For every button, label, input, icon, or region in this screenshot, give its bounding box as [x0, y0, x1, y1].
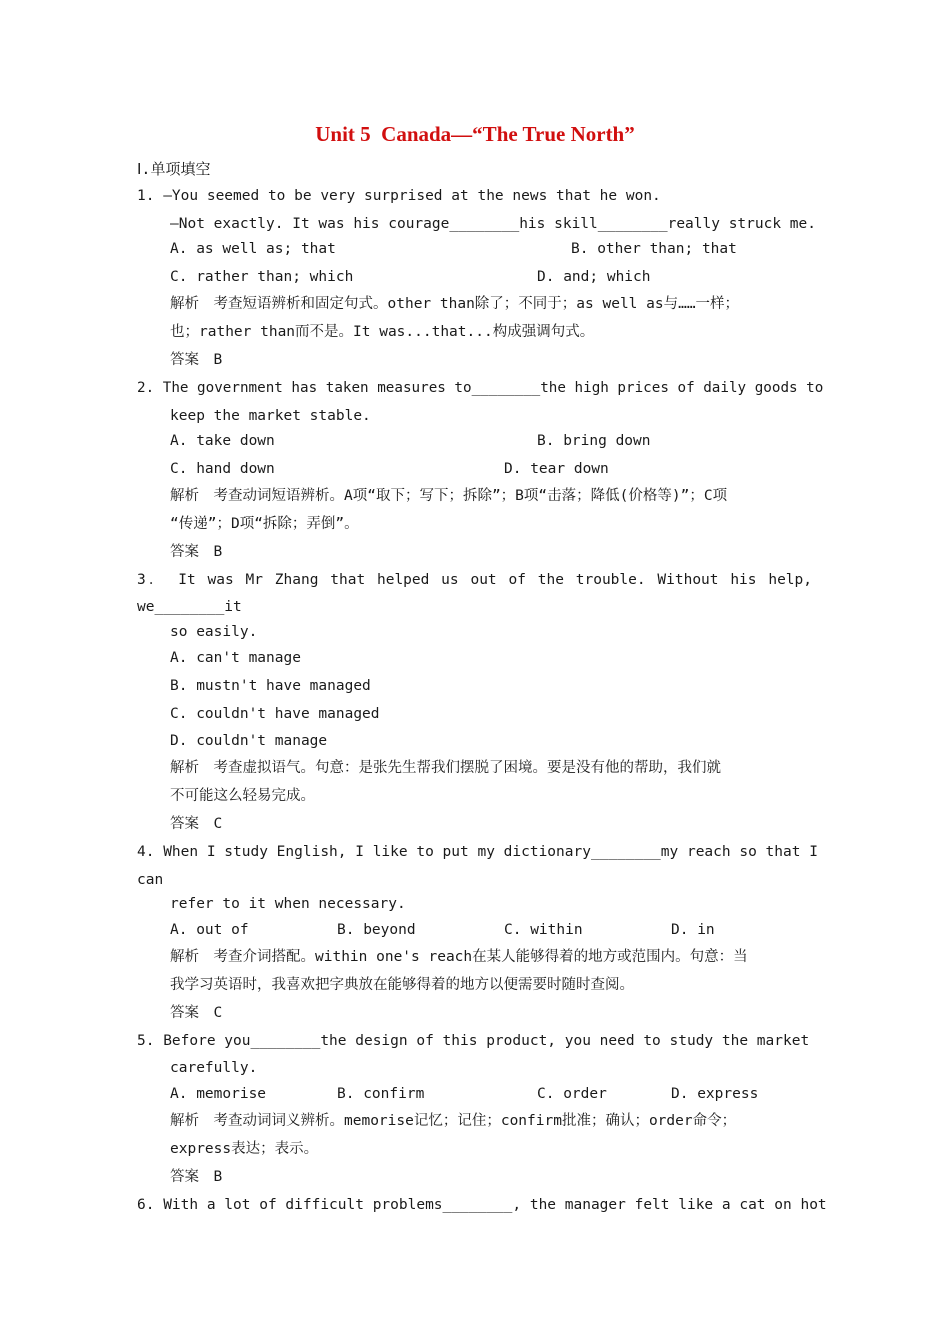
q2-option-c: C. hand down — [170, 461, 275, 477]
q2-option-a: A. take down — [170, 433, 275, 449]
q2-explanation-line2: “传递”；D项“拆除；弄倒”。 — [170, 516, 359, 532]
q4-explanation-line2: 我学习英语时，我喜欢把字典放在能够得着的地方以便需要时随时查阅。 — [170, 977, 634, 993]
q5-option-a: A. memorise — [170, 1086, 267, 1102]
q2-answer: 答案 B — [170, 544, 223, 560]
q1-answer: 答案 B — [170, 352, 223, 368]
q3-stem-line2: we________it — [137, 599, 242, 615]
q1-explanation-line1: 解析 考查短语辨析和固定句式。other than除了；不同于；as well as与……一样； — [170, 296, 740, 312]
q1-option-c: C. rather than; which — [170, 269, 354, 285]
q3-stem: 3． It was Mr Zhang that helped us out of the trouble. Without his help, — [137, 572, 812, 588]
q3-option-b: B. mustn't have managed — [170, 678, 371, 694]
q1-option-d: D. and; which — [537, 269, 651, 285]
q4-stem-line3: refer to it when necessary. — [170, 896, 406, 912]
q1-stem-line2: —Not exactly. It was his courage________his skill________really struck me. — [170, 216, 817, 232]
q4-option-c: C. within — [504, 922, 583, 938]
q1-option-b: B. other than; that — [571, 241, 737, 257]
q1-option-a: A. as well as; that — [170, 241, 336, 257]
q3-option-c: C. couldn't have managed — [170, 706, 380, 722]
q3-answer: 答案 C — [170, 816, 223, 832]
q5-option-d: D. express — [671, 1086, 759, 1102]
q5-explanation-line2: express表达；表示。 — [170, 1141, 319, 1157]
q3-option-d: D. couldn't manage — [170, 733, 328, 749]
q2-option-d: D. tear down — [504, 461, 609, 477]
q5-option-b: B. confirm — [337, 1086, 425, 1102]
q4-option-d: D. in — [671, 922, 715, 938]
q5-stem: 5. Before you________the design of this product, you need to study the market — [137, 1033, 810, 1049]
q1-explanation-line2: 也；rather than而不是。It was...that...构成强调句式。 — [170, 324, 595, 340]
q3-explanation-line1: 解析 考查虚拟语气。句意：是张先生帮我们摆脱了困境。要是没有他的帮助，我们就 — [170, 760, 721, 776]
q5-option-c: C. order — [537, 1086, 607, 1102]
q6-stem: 6. With a lot of difficult problems________, the manager felt like a cat on hot — [137, 1197, 827, 1213]
q4-option-b: B. beyond — [337, 922, 416, 938]
q3-explanation-line2: 不可能这么轻易完成。 — [170, 788, 315, 804]
q1-stem: 1. —You seemed to be very surprised at the news that he won. — [137, 188, 661, 204]
q5-explanation-line1: 解析 考查动词词义辨析。memorise记忆；记住；confirm批准；确认；order命令； — [170, 1113, 737, 1129]
q2-option-b: B. bring down — [537, 433, 651, 449]
q5-stem-line2: carefully. — [170, 1060, 258, 1076]
q3-option-a: A. can't manage — [170, 650, 301, 666]
q4-answer: 答案 C — [170, 1005, 223, 1021]
q5-answer: 答案 B — [170, 1169, 223, 1185]
section-heading: Ⅰ.单项填空 — [137, 160, 211, 178]
q3-stem-line3: so easily. — [170, 624, 258, 640]
q4-explanation-line1: 解析 考查介词搭配。within one's reach在某人能够得着的地方或范围内。句意：当 — [170, 949, 748, 965]
q2-stem-line2: keep the market stable. — [170, 408, 371, 424]
page-title: Unit 5 Canada—“The True North” — [315, 122, 635, 146]
q4-option-a: A. out of — [170, 922, 249, 938]
q4-stem: 4. When I study English, I like to put my dictionary________my reach so that I — [137, 844, 818, 860]
q2-stem: 2. The government has taken measures to________the high prices of daily goods to — [137, 380, 824, 396]
q4-stem-line2: can — [137, 872, 164, 888]
q2-explanation-line1: 解析 考查动词短语辨析。A项“取下；写下；拆除”；B项“击落；降低(价格等)”；C项 — [170, 488, 728, 504]
